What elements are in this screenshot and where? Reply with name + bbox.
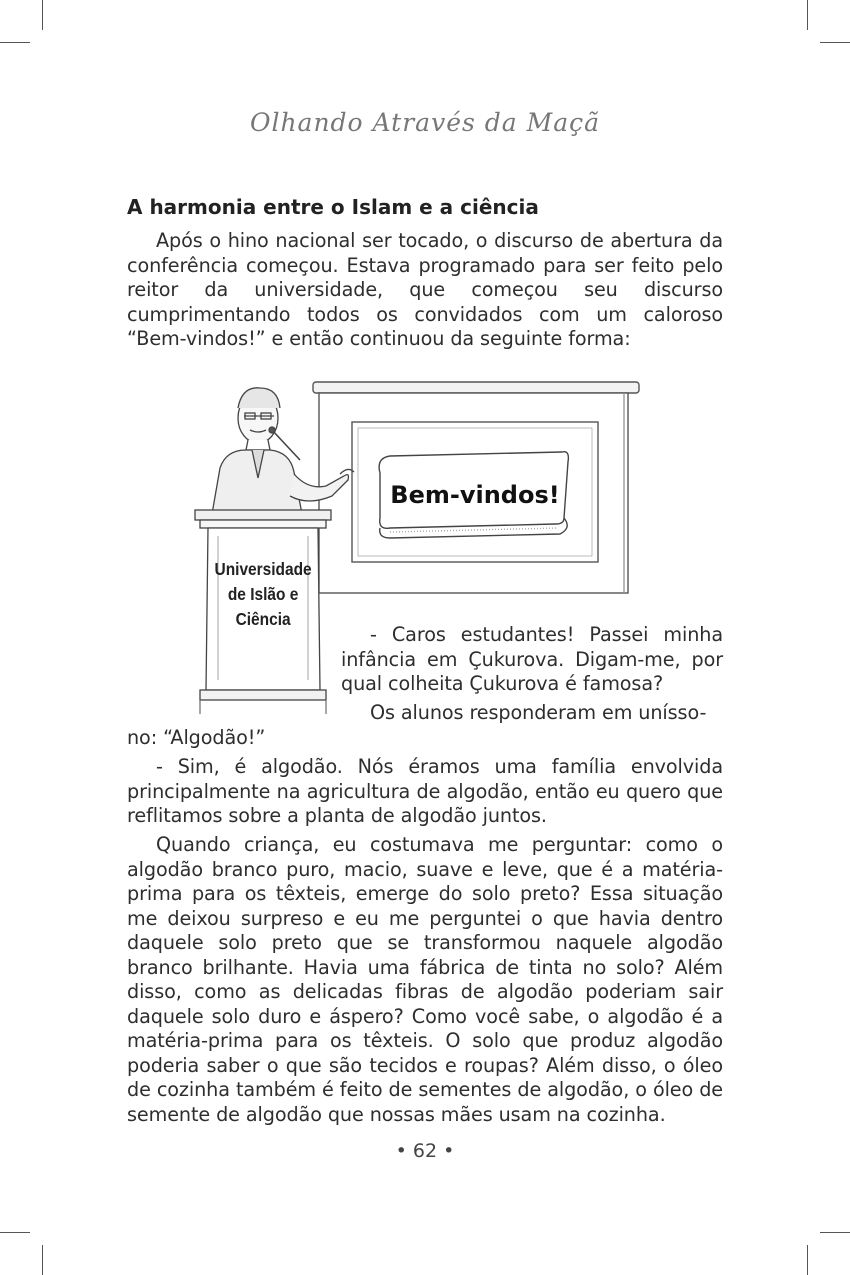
crop-mark-bottom-right-horizontal	[820, 1232, 850, 1233]
paragraph-childhood-reflection: Quando criança, eu costumava me perguntar: como o algodão branco puro, macio, suave e leve, que é a matéria-prima para os têxteis, emerge do solo preto? Essa situação me deixou surpreso e eu me perguntei o que havia dentro daquele solo preto que se transformou naquele algodão branco brilhante. Havia uma fábrica de tinta no solo? Além disso, como as delicadas fibras de algodão poderiam sair daquele solo duro e áspero? Como você sabe, o algodão é a matéria-prima para os têxteis. O solo que produz algodão poderia saber o que são tecidos e roupas? Além disso, o óleo de cozinha também é feito de sementes de algodão, o óleo de semente de algodão que nossas mães usam na cozinha.	[127, 833, 723, 1126]
paragraph-students-answer-start: Os alunos responderam em unísso-	[370, 701, 707, 724]
running-head: Olhando Através da Maçã	[249, 108, 601, 137]
crop-mark-bottom-left-horizontal	[0, 1232, 30, 1233]
paragraph-rector-question: - Caros estudantes! Passei minha infância em Çukurova. Digam-me, por qual colheita Çukurova é famosa?	[341, 623, 723, 695]
crop-mark-top-right-vertical	[807, 0, 808, 30]
crop-mark-top-left-vertical	[42, 0, 43, 30]
crop-mark-top-right-horizontal	[820, 42, 850, 43]
crop-mark-bottom-left-vertical	[42, 1245, 43, 1275]
section-title: A harmonia entre o Islam e a ciência	[127, 195, 539, 219]
crop-mark-bottom-right-vertical	[807, 1245, 808, 1275]
podium-label-line1: Universidade	[214, 558, 312, 580]
paragraph-students-answer-end: no: “Algodão!”	[127, 726, 266, 749]
podium-label-line3: Ciência	[235, 608, 291, 630]
paragraph-opening: Após o hino nacional ser tocado, o discurso de abertura da conferência começou. Estava programado para ser feito pelo reitor da universidade, que começou seu discurso cumprimentando todos os convidados com um caloroso “Bem-vindos!” e então continuou da seguinte forma:	[127, 229, 723, 350]
paragraph-rector-reply: - Sim, é algodão. Nós éramos uma família envolvida principalmente na agricultura de algodão, então eu quero que reflitamos sobre a planta de algodão juntos.	[127, 755, 723, 827]
page-number: • 62 •	[395, 1140, 455, 1162]
banner-text: Bem-vindos!	[390, 481, 560, 509]
podium-label-line2: de Islão e	[227, 583, 299, 605]
crop-mark-top-left-horizontal	[0, 42, 30, 43]
